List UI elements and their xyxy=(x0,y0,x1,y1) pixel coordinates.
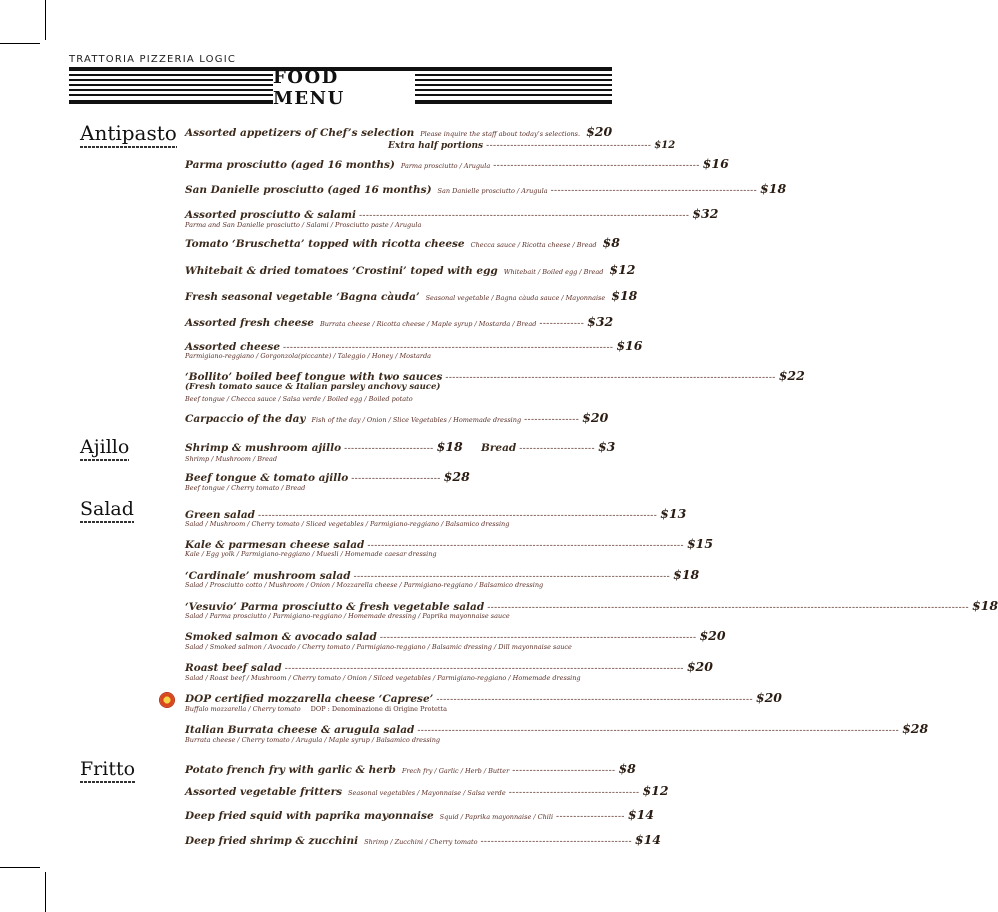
menu-item-desc: Beef tongue / Checca sauce / Salsa verde / Boiled egg / Boiled potato xyxy=(185,395,413,403)
menu-item: Green salad -------------------------------------------------------------------------------------------------------------------- $13 xyxy=(185,506,687,521)
menu-item: ‘Vesuvio’ Parma prosciutto & fresh vegetable salad -------------------------------------------------------------------------------------------------------------------------------------------- $18 xyxy=(185,598,998,613)
menu-item: Beef tongue & tomato ajillo -------------------------- $28 xyxy=(185,469,470,484)
menu-item: Carpaccio of the day Fish of the day / Onion / Slice Vegetables / Homemade dressing ---------------- $20 xyxy=(185,410,609,425)
menu-item: Roast beef salad -------------------------------------------------------------------------------------------------------------------- $20 xyxy=(185,659,713,674)
menu-item: Shrimp & mushroom ajillo -------------------------- $18 xyxy=(185,439,463,454)
menu-item: ‘Bollito’ boiled beef tongue with two sauces ------------------------------------------------------------------------------------------------ $22 xyxy=(185,368,805,383)
menu-item: Potato french fry with garlic & herb Frech fry / Garlic / Herb / Butter ------------------------------ $8 xyxy=(185,761,636,776)
menu-item: Whitebait & dried tomatoes ‘Crostini’ toped with egg Whitebait / Boiled egg / Bread $12 xyxy=(185,262,636,277)
menu-item-desc: Kale / Egg yolk / Parmigiano-reggiano / Muesli / Homemade caesar dressing xyxy=(185,550,437,558)
menu-item: Smoked salmon & avocado salad -------------------------------------------------------------------------------------------- $20 xyxy=(185,628,726,643)
crop-mark-top xyxy=(45,0,46,40)
menu-item-desc: Parma and San Danielle prosciutto / Salami / Prosciutto paste / Arugula xyxy=(185,221,422,229)
menu-item-half: Extra half portions ------------------------------------------------ $12 xyxy=(388,140,676,151)
menu-item: Assorted prosciutto & salami ------------------------------------------------------------------------------------------------ $32 xyxy=(185,206,719,221)
menu-item-desc: Salad / Roast beef / Mushroom / Cherry tomato / Onion / Silced vegetables / Parmigiano-reggiano / Homemade dressing xyxy=(185,674,581,682)
menu-item: Deep fried shrimp & zucchini Shrimp / Zucchini / Cherry tomato -------------------------------------------- $14 xyxy=(185,832,661,847)
menu-item: Assorted cheese ------------------------------------------------------------------------------------------------ $16 xyxy=(185,338,643,353)
crop-mark-top-h xyxy=(0,43,40,44)
menu-title-box xyxy=(273,67,415,109)
menu-item: Fresh seasonal vegetable ‘Bagna càuda’ Seasonal vegetable / Bagna càuda sauce / Mayonnaise $18 xyxy=(185,288,638,303)
menu-item-desc: Salad / Smoked salmon / Avocado / Cherry tomato / Parmigiano-reggiano / Balsamic dressing / Dill mayonnaise sauce xyxy=(185,643,572,651)
crop-mark-bottom-h xyxy=(0,867,40,868)
menu-item-desc: Burrata cheese / Cherry tomato / Arugula / Maple syrup / Balsamico dressing xyxy=(185,736,441,744)
menu-item-subtitle: (Fresh tomato sauce & Italian parsley anchovy sauce) xyxy=(185,382,441,392)
category-fritto: Fritto xyxy=(80,758,135,783)
restaurant-name: TRATTORIA PIZZERIA LOGIC xyxy=(69,54,237,65)
menu-item: Kale & parmesan cheese salad -------------------------------------------------------------------------------------------- $15 xyxy=(185,536,714,551)
dop-seal-icon xyxy=(160,693,174,707)
menu-item: San Danielle prosciutto (aged 16 months) San Danielle prosciutto / Arugula ------------------------------------------------------------ $18 xyxy=(185,181,787,196)
menu-item: Parma prosciutto (aged 16 months) Parma prosciutto / Arugula ------------------------------------------------------------ $16 xyxy=(185,156,729,171)
menu-item: Italian Burrata cheese & arugula salad -------------------------------------------------------------------------------------------------------------------------------------------- $28 xyxy=(185,721,929,736)
menu-item: ‘Cardinale’ mushroom salad -------------------------------------------------------------------------------------------- $18 xyxy=(185,567,700,582)
menu-item-desc: Buffalo mozzarella / Cherry tomato DOP : Denominazione di Origine Protetta xyxy=(185,705,447,713)
menu-item-desc: Beef tongue / Cherry tomato / Bread xyxy=(185,484,306,492)
menu-item: Assorted appetizers of Chef’s selection Please inquire the staff about today’s selections. $20 xyxy=(185,124,613,139)
menu-item: DOP certified mozzarella cheese ‘Caprese’ -------------------------------------------------------------------------------------------- $20 xyxy=(185,690,782,705)
menu-item: Bread ---------------------- $3 xyxy=(481,439,616,454)
menu-item: Tomato ‘Bruschetta’ topped with ricotta cheese Checca sauce / Ricotta cheese / Bread $8 xyxy=(185,235,620,250)
menu-item-desc: Salad / Parma prosciutto / Parmigiano-reggiano / Homemade dressing / Paprika mayonnaise sauce xyxy=(185,612,510,620)
menu-item-desc: Salad / Prosciutto cotto / Mushroom / Onion / Mozzarella cheese / Parmigiano-reggiano / Balsamico dressing xyxy=(185,581,544,589)
menu-item: Assorted vegetable fritters Seasonal vegetables / Mayonnaise / Salsa verde -------------------------------------- $12 xyxy=(185,783,669,798)
menu-item-desc: Salad / Mushroom / Cherry tomato / Sliced vegetables / Parmigiano-reggiano / Balsamico dressing xyxy=(185,520,510,528)
menu-item: Assorted fresh cheese Burrata cheese / Ricotta cheese / Maple syrup / Mostarda / Bread ------------- $32 xyxy=(185,314,614,329)
menu-item-desc: Parmigiano-reggiano / Gorgonzola(piccante) / Taleggio / Honey / Mostarda xyxy=(185,352,431,360)
menu-item-desc: Shrimp / Mushroom / Bread xyxy=(185,455,278,463)
category-antipasto: Antipasto xyxy=(80,121,177,148)
category-salad: Salad xyxy=(80,498,134,523)
menu-title: FOOD MENU xyxy=(273,67,345,109)
category-ajillo: Ajillo xyxy=(80,436,129,461)
menu-item: Deep fried squid with paprika mayonnaise Squid / Paprika mayonnaise / Chili -------------------- $14 xyxy=(185,807,654,822)
crop-mark-bottom xyxy=(45,872,46,912)
